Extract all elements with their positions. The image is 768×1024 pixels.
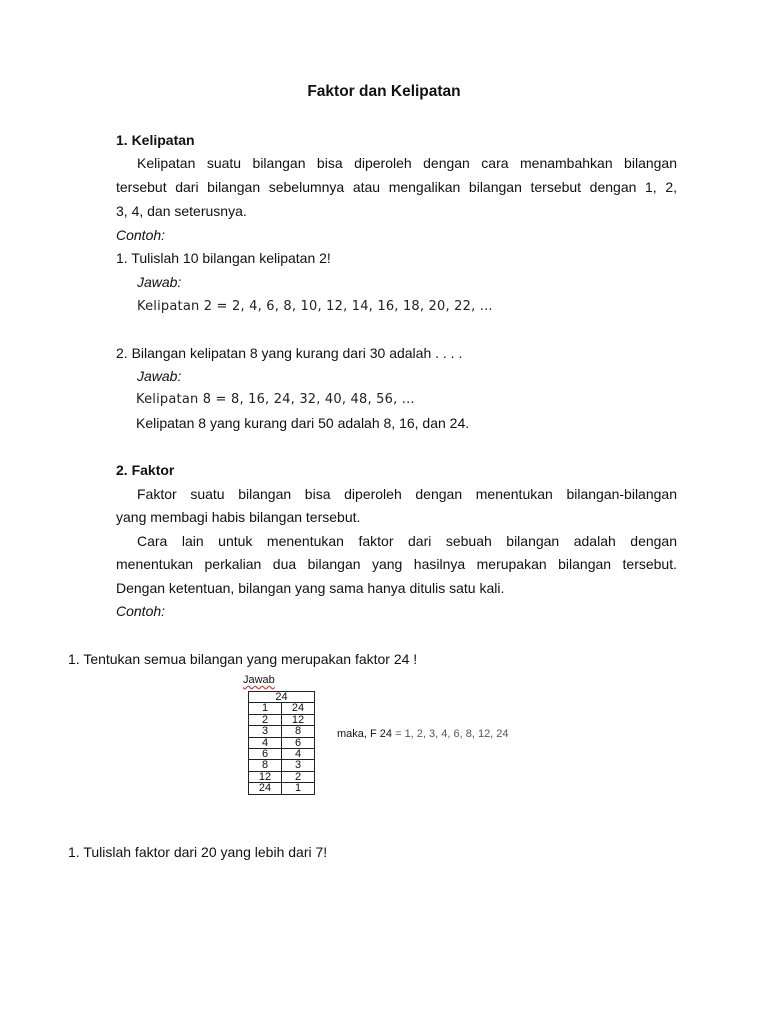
faktor-para2-line3: Dengan ketentuan, bilangan yang sama hanya ditulis satu kali. xyxy=(116,580,505,596)
question-faktor-20: 1. Tulislah faktor dari 20 yang lebih dari 7! xyxy=(68,844,328,860)
jawab-label: Jawab xyxy=(243,674,275,686)
kelipatan-para-line1: Kelipatan suatu bilangan bisa diperoleh dengan cara menambahkan bilangan xyxy=(137,155,677,171)
table-row: 8 3 xyxy=(249,760,315,771)
table-row: 4 6 xyxy=(249,737,315,748)
page-title: Faktor dan Kelipatan xyxy=(307,83,461,100)
table-row: 2 12 xyxy=(249,714,315,725)
table-row: 24 1 xyxy=(249,783,315,794)
section-heading-faktor: 2. Faktor xyxy=(116,462,175,478)
factor-result xyxy=(337,727,509,741)
section-heading-kelipatan: 1. Kelipatan xyxy=(116,132,195,148)
faktor-para1-line2: yang membagi habis bilangan tersebut. xyxy=(116,509,361,525)
conclusion-kelipatan-8: Kelipatan 8 yang kurang dari 50 adalah 8, 16, dan 24. xyxy=(136,415,470,431)
contoh-label: Contoh: xyxy=(116,227,166,243)
faktor-para2-line1: Cara lain untuk menentukan faktor dari sebuah bilangan adalah dengan xyxy=(137,533,677,549)
table-row: 1 24 xyxy=(249,703,315,714)
kelipatan-para-line3: 3, 4, dan seterusnya. xyxy=(116,203,247,219)
table-header: 24 xyxy=(249,692,315,703)
table-row: 6 4 xyxy=(249,749,315,760)
jawab-label: Jawab: xyxy=(137,274,182,290)
contoh-label: Contoh: xyxy=(116,603,166,619)
factor-table xyxy=(248,691,315,795)
faktor-para2-line2: menentukan perkalian dua bilangan yang hasilnya merupakan bilangan tersebut. xyxy=(116,556,677,572)
table-row: 3 8 xyxy=(249,726,315,737)
table-row: 12 2 xyxy=(249,771,315,782)
answer-kelipatan-2: Kelipatan 2 = 2, 4, 6, 8, 10, 12, 14, 16, 18, 20, 22, ... xyxy=(137,299,493,314)
faktor-para1-line1: Faktor suatu bilangan bisa diperoleh dengan menentukan bilangan-bilangan xyxy=(137,486,677,502)
question-kelipatan-2: 1. Tulislah 10 bilangan kelipatan 2! xyxy=(116,250,331,266)
maka-result: = 1, 2, 3, 4, 6, 8, 12, 24 xyxy=(392,728,509,740)
kelipatan-para-line2: tersebut dari bilangan sebelumnya atau mengalikan bilangan tersebut dengan 1, 2, xyxy=(116,179,677,195)
answer-kelipatan-8: Kelipatan 8 = 8, 16, 24, 32, 40, 48, 56, ... xyxy=(136,392,415,407)
question-kelipatan-8: 2. Bilangan kelipatan 8 yang kurang dari 30 adalah . . . . xyxy=(116,345,463,361)
question-faktor-24: 1. Tentukan semua bilangan yang merupakan faktor 24 ! xyxy=(68,651,418,667)
maka-prefix: maka, F 24 xyxy=(337,728,393,740)
jawab-label: Jawab: xyxy=(137,368,182,384)
